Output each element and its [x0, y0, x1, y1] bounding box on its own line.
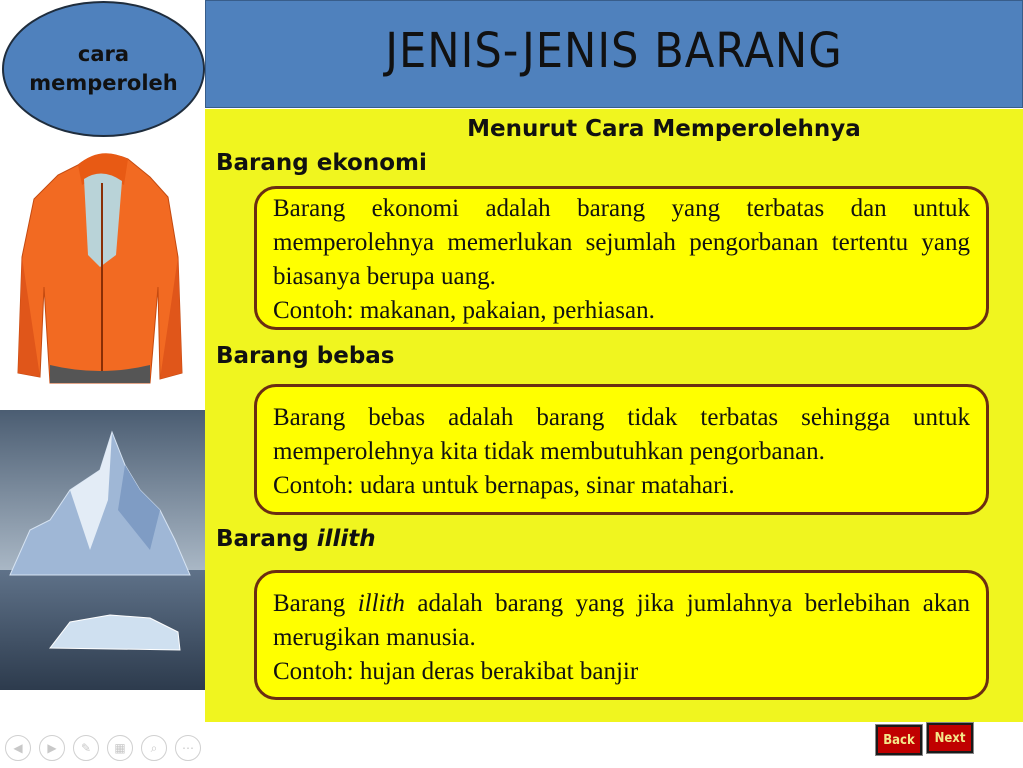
pen-icon[interactable]: ✎	[73, 735, 99, 761]
definition-box-barang-bebas	[254, 384, 989, 515]
heading-barang-illith	[216, 526, 376, 552]
next-slide-icon[interactable]: ▶	[39, 735, 65, 761]
definition-box-barang-ekonomi	[254, 186, 989, 330]
definition-text: Barang bebas adalah barang tidak terbatas sehingga untuk memperolehnya kita tidak membutuhkan pengorbanan.	[273, 404, 970, 465]
jacket-image	[0, 137, 205, 393]
page-title: JENIS-JENIS BARANG	[385, 23, 843, 79]
back-button[interactable]: Back	[876, 725, 922, 755]
slides-grid-icon[interactable]: ▦	[107, 735, 133, 761]
iceberg-image	[0, 410, 205, 690]
subtitle: Menurut Cara Memperolehnya	[467, 116, 861, 142]
definition-text	[273, 587, 970, 655]
heading-barang-bebas: Barang bebas	[216, 343, 395, 369]
definition-text: Barang ekonomi adalah barang yang terbatas dan untuk memperolehnya memerlukan sejumlah pengorbanan tertentu yang biasanya berupa uang.	[273, 195, 970, 290]
heading-italic: illith	[316, 526, 376, 552]
example-text: Contoh: makanan, pakaian, perhiasan.	[273, 297, 655, 324]
definition-prefix: Barang	[273, 590, 358, 617]
zoom-icon[interactable]: ⌕	[141, 735, 167, 761]
heading-barang-ekonomi: Barang ekonomi	[216, 150, 427, 176]
heading-prefix: Barang	[216, 526, 317, 552]
example-text: Contoh: udara untuk bernapas, sinar matahari.	[273, 472, 735, 499]
title-bar	[205, 0, 1023, 108]
prev-slide-icon[interactable]: ◀	[5, 735, 31, 761]
next-button[interactable]: Next	[927, 723, 973, 753]
example-text: Contoh: hujan deras berakibat banjir	[273, 658, 639, 685]
definition-italic: illith	[357, 590, 405, 617]
more-options-icon[interactable]: ⋯	[175, 735, 201, 761]
slideshow-toolbar	[5, 735, 201, 761]
definition-box-barang-illith	[254, 570, 989, 700]
category-oval	[2, 1, 205, 137]
category-oval-label: cara memperoleh	[29, 42, 178, 95]
definition-rest: adalah barang yang jika jumlahnya berlebihan akan merugikan manusia.	[273, 590, 970, 651]
